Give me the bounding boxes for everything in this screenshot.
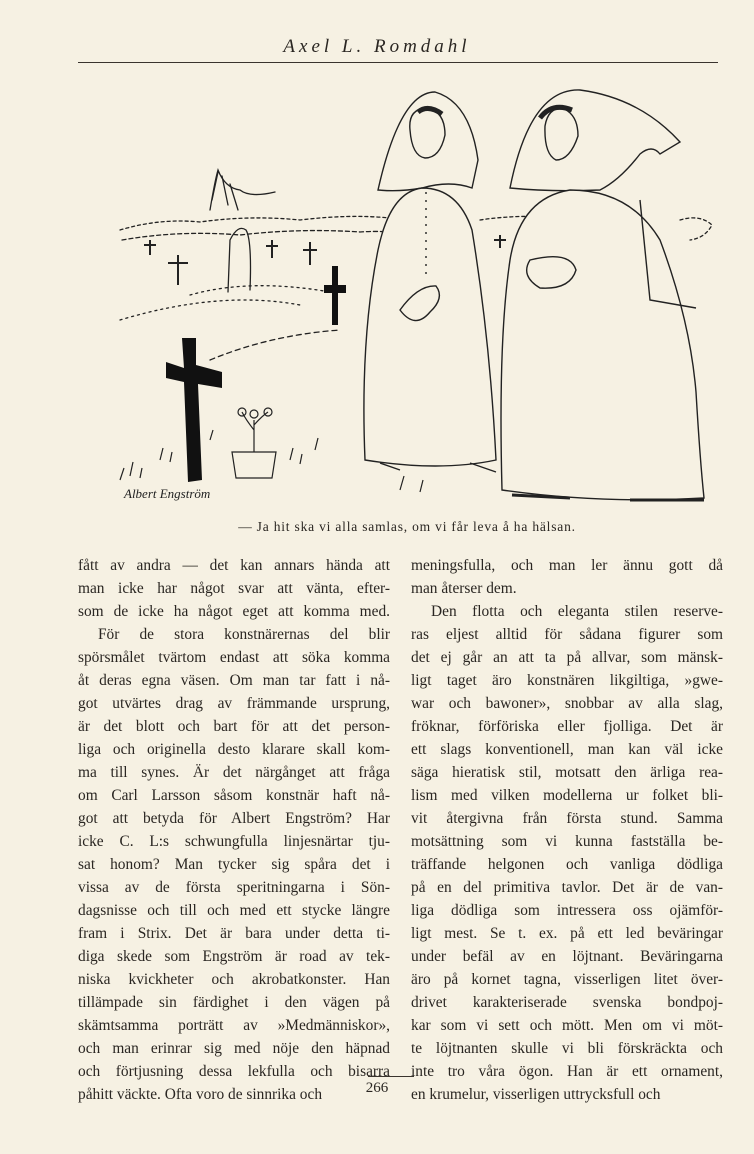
text-line: säga hieratisk stil, motsatt den ärliga rea-: [411, 764, 723, 781]
text-line: liga dödliga som intressera oss ojämför-: [411, 902, 723, 919]
text-line: tillämpade sin färdighet i den vägen på: [78, 994, 390, 1011]
page-number: 266: [365, 1080, 389, 1096]
text-line: fröknar, förföriska eller fjolliga. Det är: [411, 718, 723, 735]
header-rule: [78, 62, 718, 63]
text-line: ligt taget äro konstnären likgiltiga, »gwe-: [411, 672, 723, 689]
text-line: man icke har något svar att vänta, efter-: [78, 580, 390, 597]
black-cross: [324, 266, 346, 325]
text-line: ett slags konventionell, man kan väl icke: [411, 741, 723, 758]
right-column: [411, 554, 723, 1106]
folio-rule: [368, 1076, 414, 1077]
text-line: kar som vi sett och mött. Men om vi möt-: [411, 1017, 723, 1034]
text-line: vit återgivna från första stund. Samma: [411, 810, 723, 827]
text-line: spörsmålet tvärtom endast att söka komma: [78, 649, 390, 666]
text-line: inte tro våra ögon. Han är ett ornament,: [411, 1063, 723, 1080]
text-line: och man erinrar sig med nöje den häpnad: [78, 1040, 390, 1057]
text-line: ma till synes. Är det närgånget att fråga: [78, 764, 390, 781]
left-column: [78, 554, 390, 1106]
artist-signature: Albert Engström: [124, 486, 211, 501]
text-line: diga skede som Engström är road av tek-: [78, 948, 390, 965]
text-line: ras eljest alltid för sådana figurer som: [411, 626, 723, 643]
text-line: sat honom? Man tycker sig spåra det i: [78, 856, 390, 873]
text-line: och förtjusning dessa lekfulla och bisarra: [78, 1063, 390, 1080]
running-head: Axel L. Romdahl: [283, 36, 471, 57]
text-line: För de stora konstnärernas del blir: [98, 626, 390, 643]
text-line: dagsnisse och till och med ett stycke längre: [78, 902, 390, 919]
text-line: lism med vilken modellerna ur folket bli-: [411, 787, 723, 804]
text-line: om Carl Larsson såsom konstnär haft nå-: [78, 787, 390, 804]
text-line: war och bawoner», snobbar av alla slag,: [411, 695, 723, 712]
text-line: vissa av de första speritningarna i Sön-: [78, 879, 390, 896]
text-line: te löjtnanten skulle vi bli förskräckta och: [411, 1040, 723, 1057]
text-line: icke C. L:s schwungfulla linjesnärtar tju-: [78, 833, 390, 850]
text-line: meningsfulla, och man ler ännu gott då: [411, 557, 723, 574]
text-line: liga och originella desto klarare skall kom-: [78, 741, 390, 758]
text-line: motsättning som vi kunna fastställa be-: [411, 833, 723, 850]
text-line: ligt mest. Se t. ex. på ett led beväringar: [411, 925, 723, 942]
illustration-caption: — Ja hit ska vi alla samlas, om vi får leva å ha hälsan.: [238, 519, 576, 534]
text-line: got utvärtes drag av främmande ursprung,: [78, 695, 390, 712]
text-line: fram i Strix. Det är bara under detta ti-: [78, 925, 390, 942]
text-line: under befäl av en löjtnant. Beväringarna: [411, 948, 723, 965]
text-line: fått av andra — det kan annars hända att: [78, 557, 390, 574]
text-line: äro på kornet tagna, visserligen litet över-: [411, 971, 723, 988]
text-line: got att betyda för Albert Engström? Har: [78, 810, 390, 827]
illustration: [100, 80, 720, 520]
text-line: det ej går an att ta på allvar, som mänsk-: [411, 649, 723, 666]
text-line: niska kvickheter och akrobatkonster. Han: [78, 971, 390, 988]
text-line: påhitt väckte. Ofta voro de sinnrika och: [78, 1086, 323, 1103]
text-line: man återser dem.: [411, 580, 517, 597]
text-line: som de icke ha något eget att komma med.: [78, 603, 390, 620]
text-line: träffande helgonen och vanliga dödliga: [411, 856, 723, 873]
large-grave-cross: [166, 338, 222, 482]
text-line: skämtsamma porträtt av »Medmänniskor»,: [78, 1017, 390, 1034]
text-line: på en del primitiva tavlor. Det är de van-: [411, 879, 723, 896]
text-line: en krumelur, visserligen uttrycksfull och: [411, 1086, 661, 1103]
text-line: är det blott och bart för att det person-: [78, 718, 390, 735]
text-line: Den flotta och eleganta stilen reserve-: [431, 603, 723, 620]
text-line: åt deras egna väsen. Om man tar fatt i nå-: [78, 672, 390, 689]
text-line: drivet karakteriserade svenska bondpoj-: [411, 994, 723, 1011]
